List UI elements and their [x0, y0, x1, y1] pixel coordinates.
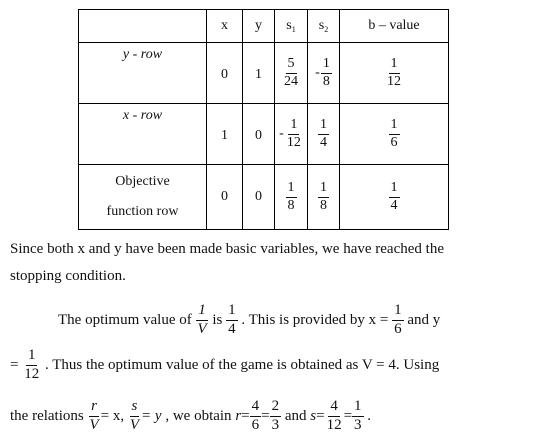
cell-s1 — [275, 43, 308, 104]
fraction: $\frac{1}{12}$ — [387, 55, 401, 89]
fraction: $\frac{2}{3}$ — [271, 398, 280, 433]
header-cell-s2 — [308, 10, 340, 43]
table-row — [79, 43, 449, 104]
table-row — [79, 165, 449, 230]
cell-s2 — [308, 165, 340, 230]
cell-s1 — [275, 165, 308, 230]
game-value-line: = $\frac{1}{12}$ . Thus the optimum value of the game is obtained as V = 4. Using — [10, 347, 440, 382]
fraction: $\frac{1}{8}$ — [320, 179, 327, 213]
cell-y: 1 — [243, 43, 275, 104]
fraction: $\frac{1}{6}$ — [394, 302, 402, 337]
cell-s1: - $\frac{1}{12}$ — [275, 104, 308, 165]
cell-x: 1 — [207, 104, 243, 165]
paragraph-line: Since both x and y have been made basic variables, we have reached the — [10, 241, 444, 257]
row-label-objective: Objective function row — [79, 165, 207, 230]
fraction: $\frac{1}{12}$ — [286, 116, 301, 150]
relations-line: the relations $\frac{r}{V}$ = x, $\frac{s}{V}$ = y , we obtain r = $\frac{4}{6}$ = $\frac{2}{3}$ and s = $\frac{4}{12}$ = $\frac{1}{3}$ . — [10, 398, 372, 433]
fraction: $\frac{5}{24}$ — [284, 55, 298, 89]
cell-b — [340, 165, 449, 230]
fraction: $\frac{1}{12}$ — [24, 347, 40, 382]
optimum-value-line: The optimum value of $\frac{1}{V}$ is $\frac{1}{4}$ . This is provided by x = $\frac{1}{6}$ and y — [58, 302, 441, 337]
cell-b — [340, 104, 449, 165]
fraction: $\frac{1}{6}$ — [390, 116, 398, 150]
row-label-y: y - row — [79, 43, 207, 104]
fraction: $\frac{1}{8}$ — [287, 179, 295, 213]
header-cell-b-value: b – value — [340, 10, 449, 43]
cell-s2: - $\frac{1}{8}$ — [308, 43, 340, 104]
fraction: $\frac{r}{V}$ — [89, 398, 99, 433]
fraction: $\frac{1}{4}$ — [390, 179, 398, 213]
header-s1-subscript: 1 — [291, 25, 296, 34]
cell-s2 — [308, 104, 340, 165]
fraction: $\frac{1}{4}$ — [228, 302, 236, 337]
fraction: $\frac{1}{8}$ — [322, 55, 330, 89]
cell-y: 0 — [243, 104, 275, 165]
cell-y: 0 — [243, 165, 275, 230]
header-cell-s1 — [275, 10, 308, 43]
header-s2-letter: s — [318, 18, 325, 33]
paragraph-line: stopping condition. — [10, 268, 126, 284]
table-header-row — [79, 10, 449, 43]
cell-x: 0 — [207, 165, 243, 230]
fraction: $\frac{1}{V}$ — [197, 302, 207, 337]
header-s2-subscript: 2 — [324, 25, 329, 34]
header-cell-y: y — [243, 10, 275, 43]
fraction: $\frac{s}{V}$ — [129, 398, 140, 433]
row-label-x: x - row — [79, 104, 207, 165]
header-cell-x: x — [207, 10, 243, 43]
fraction: $\frac{1}{3}$ — [354, 398, 362, 433]
fraction: $\frac{4}{6}$ — [251, 398, 260, 433]
cell-x: 0 — [207, 43, 243, 104]
header-s1-letter: s — [286, 18, 292, 33]
simplex-table — [78, 9, 449, 230]
cell-b — [340, 43, 449, 104]
fraction: $\frac{1}{4}$ — [320, 116, 327, 150]
fraction: $\frac{4}{12}$ — [326, 398, 342, 433]
table-row — [79, 104, 449, 165]
header-cell-empty — [79, 10, 207, 43]
